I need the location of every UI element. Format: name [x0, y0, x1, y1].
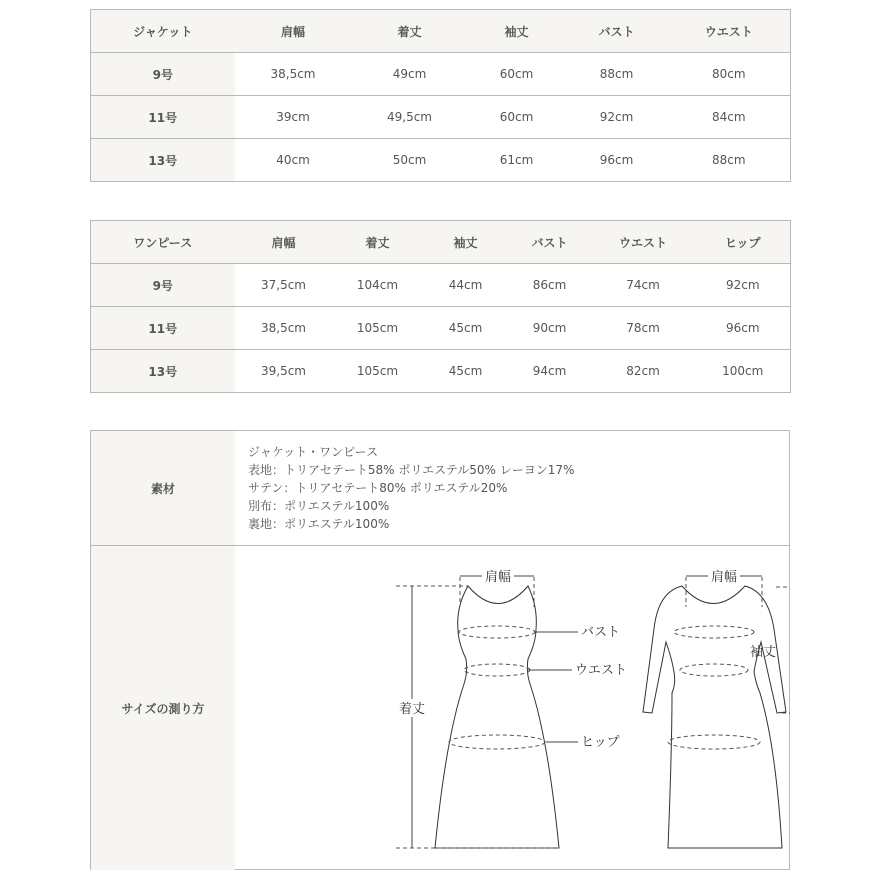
table-header-row [91, 10, 791, 53]
dress-size-table [90, 220, 791, 393]
sleeve-label: 袖丈 [749, 645, 776, 660]
row-size-label: 11号 [91, 307, 235, 350]
table-cell: 80cm [668, 53, 791, 96]
header-cell: ウエスト [668, 10, 791, 53]
table-cell: 61cm [468, 139, 566, 182]
table-cell: 39cm [235, 96, 352, 139]
material-label: 素材 [91, 431, 235, 545]
table-cell: 86cm [509, 264, 591, 307]
table-cell: 100cm [696, 350, 791, 393]
table-cell: 92cm [696, 264, 791, 307]
header-cell: ワンピース [91, 221, 235, 264]
table-cell: 50cm [352, 139, 468, 182]
measure-label: サイズの測り方 [91, 546, 235, 870]
hip-label: ヒップ [581, 735, 620, 750]
measurement-diagram [236, 547, 790, 870]
table-row [91, 307, 791, 350]
row-size-label: 13号 [91, 350, 235, 393]
table-row [91, 96, 791, 139]
table-cell: 45cm [423, 350, 509, 393]
header-cell: バスト [509, 221, 591, 264]
header-cell: バスト [566, 10, 668, 53]
row-size-label: 13号 [91, 139, 235, 182]
material-line: ジャケット・ワンピース [248, 445, 379, 459]
header-cell: ウエスト [591, 221, 696, 264]
table-cell: 88cm [566, 53, 668, 96]
material-list [248, 443, 574, 533]
table-cell: 60cm [468, 96, 566, 139]
table-cell: 105cm [333, 307, 423, 350]
header-cell: 肩幅 [235, 221, 333, 264]
table-cell: 88cm [668, 139, 791, 182]
table-cell: 105cm [333, 350, 423, 393]
table-cell: 94cm [509, 350, 591, 393]
table-cell: 38,5cm [235, 53, 352, 96]
row-size-label: 9号 [91, 53, 235, 96]
header-cell: 肩幅 [235, 10, 352, 53]
material-line: 表地：トリアセテート58% ポリエステル50% レーヨン17% [248, 463, 575, 477]
table-cell: 40cm [235, 139, 352, 182]
table-cell: 96cm [566, 139, 668, 182]
table-row [91, 139, 791, 182]
header-cell: 着丈 [333, 221, 423, 264]
table-cell: 45cm [423, 307, 509, 350]
length-label: 着丈 [398, 702, 426, 717]
table-cell: 90cm [509, 307, 591, 350]
header-cell: ヒップ [696, 221, 791, 264]
table-row [91, 53, 791, 96]
jacket-size-table [90, 9, 791, 182]
sleeveless-dress-outline [435, 586, 559, 848]
material-line: 裏地：ポリエステル100% [248, 517, 390, 531]
header-cell: 着丈 [352, 10, 468, 53]
table-cell: 74cm [591, 264, 696, 307]
table-row [91, 350, 791, 393]
row-size-label: 11号 [91, 96, 235, 139]
row-size-label: 9号 [91, 264, 235, 307]
table-cell: 60cm [468, 53, 566, 96]
long-sleeve-dress-outline [643, 586, 786, 848]
table-row [91, 264, 791, 307]
table-cell: 78cm [591, 307, 696, 350]
table-cell: 37,5cm [235, 264, 333, 307]
table-cell: 44cm [423, 264, 509, 307]
header-cell: ジャケット [91, 10, 235, 53]
material-line: サテン：トリアセテート80% ポリエステル20% [248, 481, 508, 495]
table-cell: 84cm [668, 96, 791, 139]
bust-label: バスト [581, 625, 621, 640]
header-cell: 袖丈 [468, 10, 566, 53]
info-table [90, 430, 790, 870]
header-cell: 袖丈 [423, 221, 509, 264]
waist-label: ウエスト [575, 663, 628, 678]
table-cell: 49,5cm [352, 96, 468, 139]
table-cell: 82cm [591, 350, 696, 393]
shoulder-label-left: 肩幅 [484, 570, 512, 585]
table-cell: 104cm [333, 264, 423, 307]
table-cell: 96cm [696, 307, 791, 350]
table-header-row [91, 221, 791, 264]
material-line: 別布：ポリエステル100% [248, 499, 390, 513]
table-cell: 92cm [566, 96, 668, 139]
table-cell: 49cm [352, 53, 468, 96]
shoulder-label-right: 肩幅 [710, 570, 738, 585]
table-cell: 39,5cm [235, 350, 333, 393]
table-cell: 38,5cm [235, 307, 333, 350]
